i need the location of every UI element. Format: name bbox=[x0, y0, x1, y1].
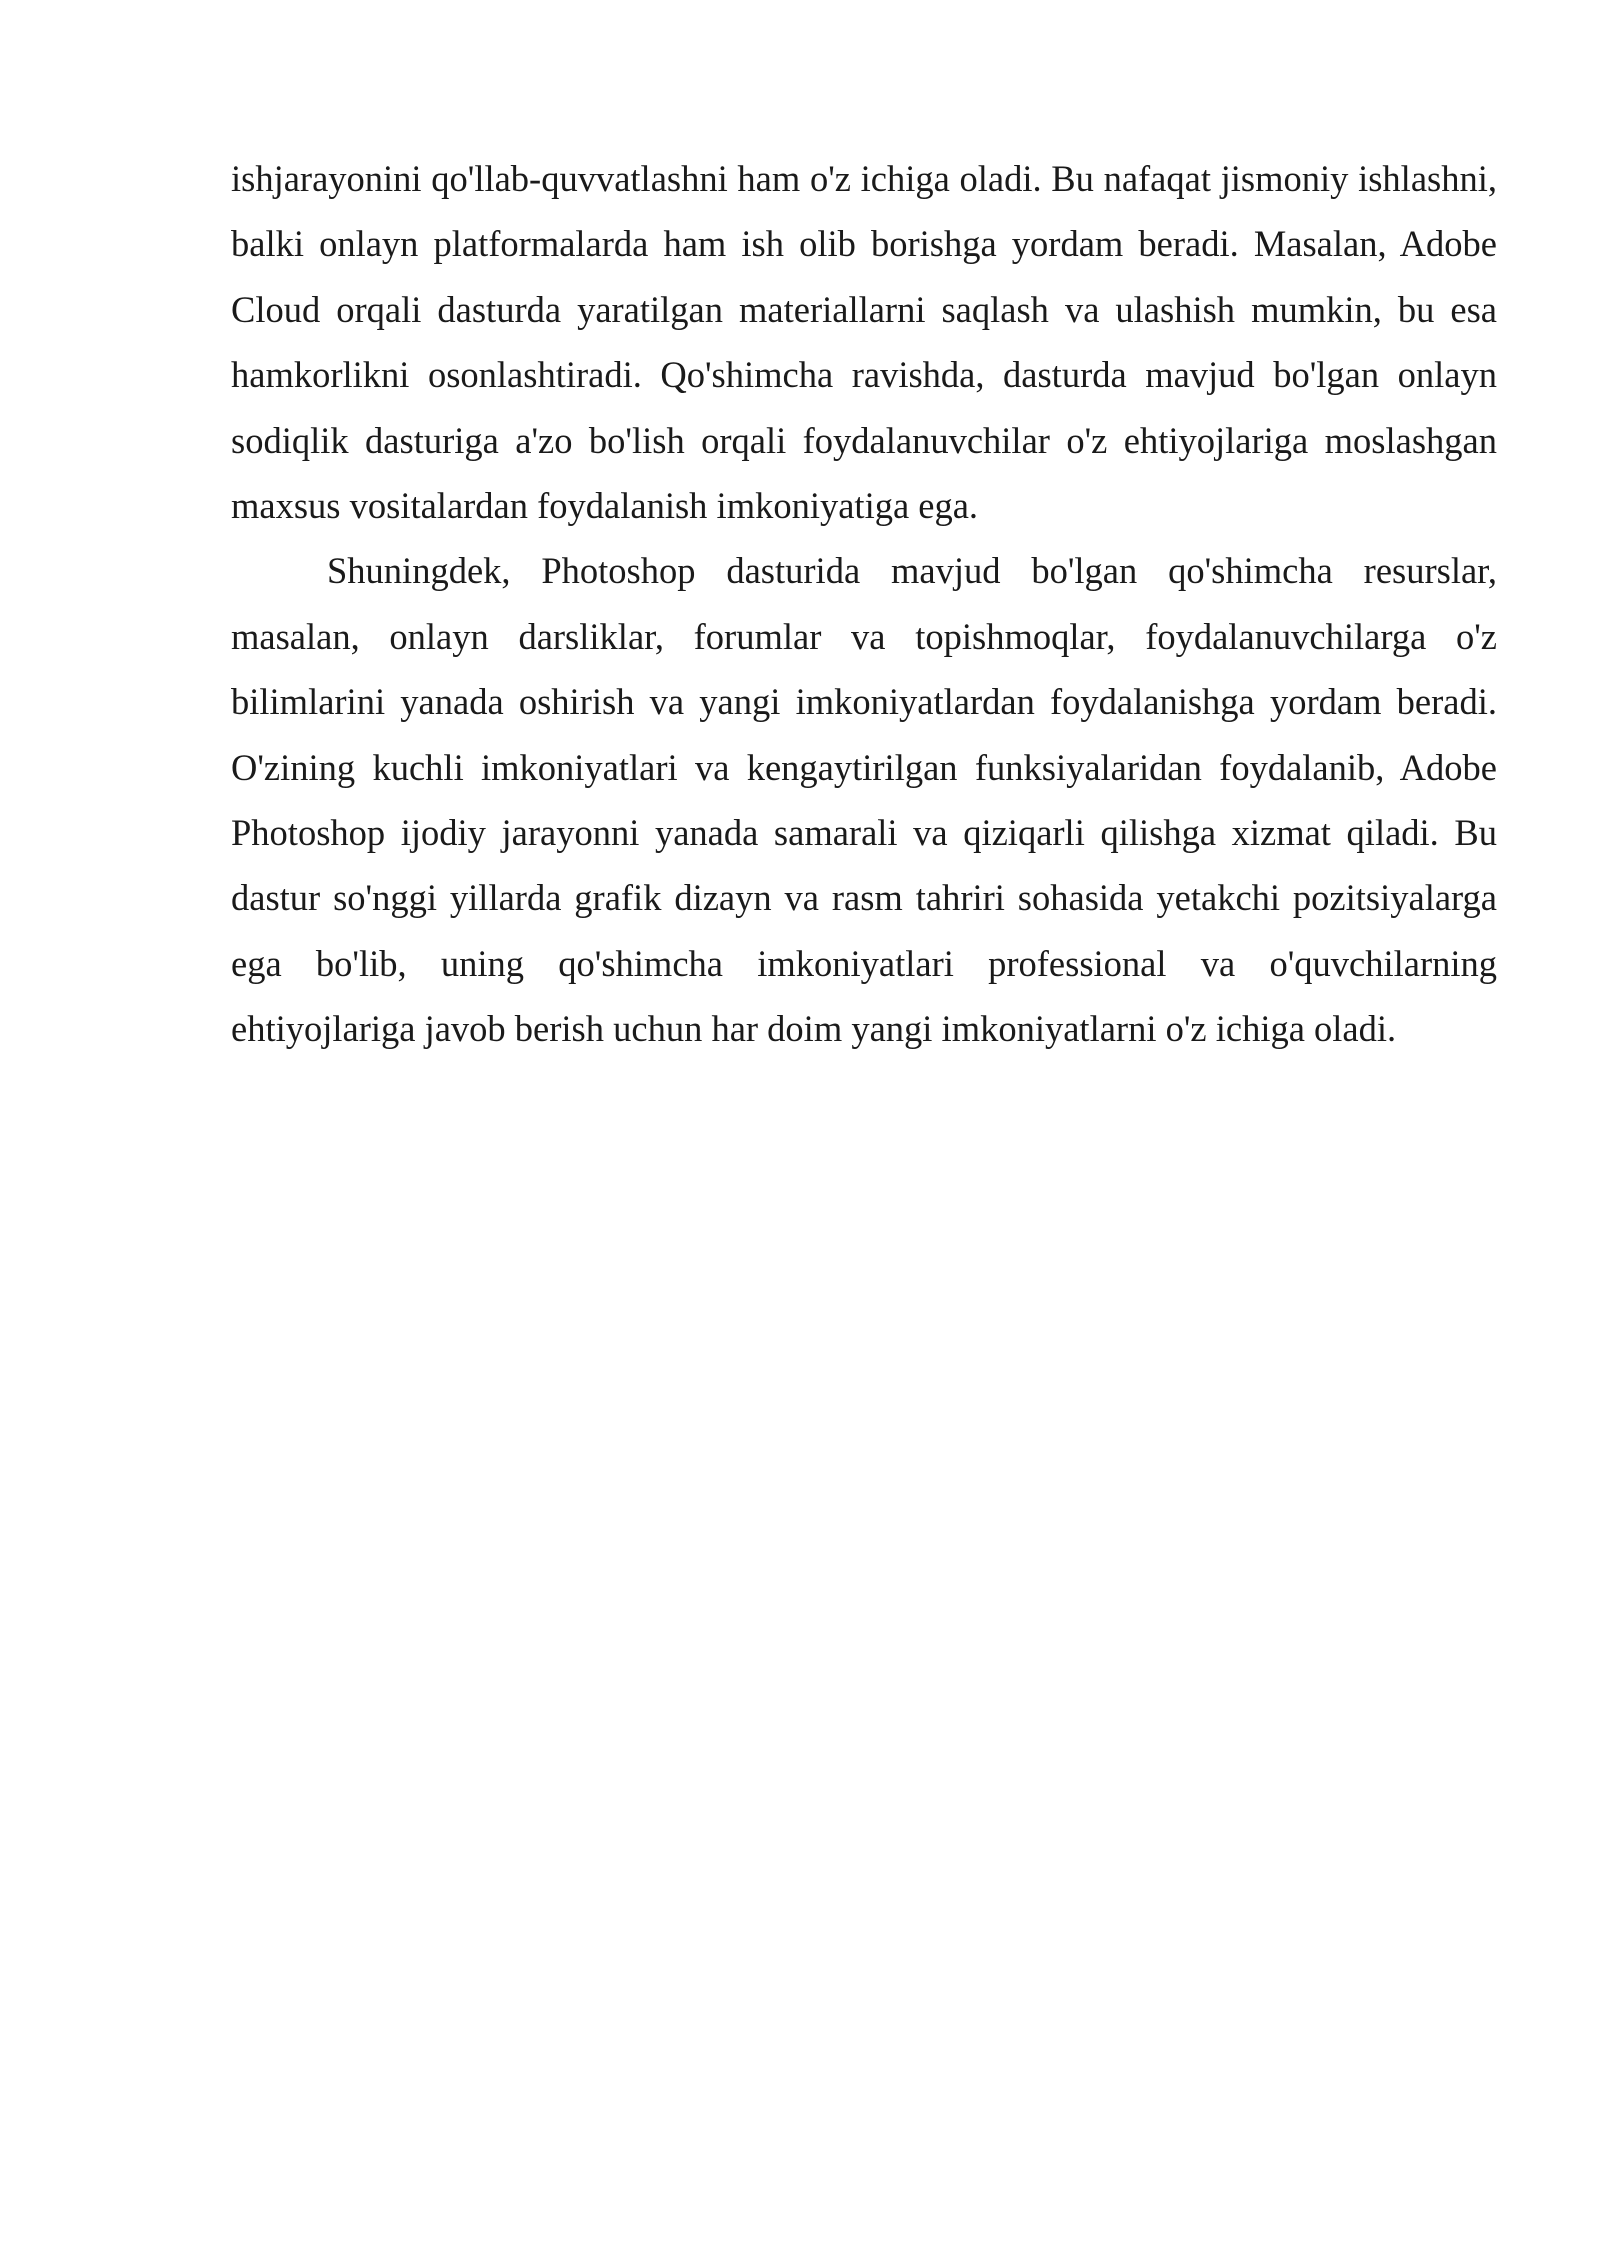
paragraph-photoshop-resources: Shuningdek, Photoshop dasturida mavjud bo'lgan qo'shimcha resurslar, masalan, onlayn darsliklar, forumlar va topishmoqlar, foydalanuvchilarga o'z bilimlarini yanada oshirish va yangi imkoniyatlardan foydalanishga yordam beradi. O'zining kuchli imkoniyatlari va kengaytirilgan funksiyalaridan foydalanib, Adobe Photoshop ijodiy jarayonni yanada samarali va qiziqarli qilishga xizmat qiladi. Bu dastur so'nggi yillarda grafik dizayn va rasm tahriri sohasida yetakchi pozitsiyalarga ega bo'lib, uning qo'shimcha imkoniyatlari professional va o'quvchilarning ehtiyojlariga javob berish uchun har doim yangi imkoniyatlarni o'z ichiga oladi. bbox=[231, 550, 1497, 1050]
paragraph-continuation: ishjarayonini qo'llab-quvvatlashni ham o'z ichiga oladi. Bu nafaqat jismoniy ishlashni, balki onlayn platformalarda ham ish olib borishga yordam beradi. Masalan, Adobe Cloud orqali dasturda yaratilgan materiallarni saqlash va ulashish mumkin, bu esa hamkorlikni osonlashtiradi. Qo'shimcha ravishda, dasturda mavjud bo'lgan onlayn sodiqlik dasturiga a'zo bo'lish orqali foydalanuvchilar o'z ehtiyojlariga moslashgan maxsus vositalardan foydalanish imkoniyatiga ega. bbox=[231, 158, 1497, 527]
document-body bbox=[231, 146, 1497, 1062]
